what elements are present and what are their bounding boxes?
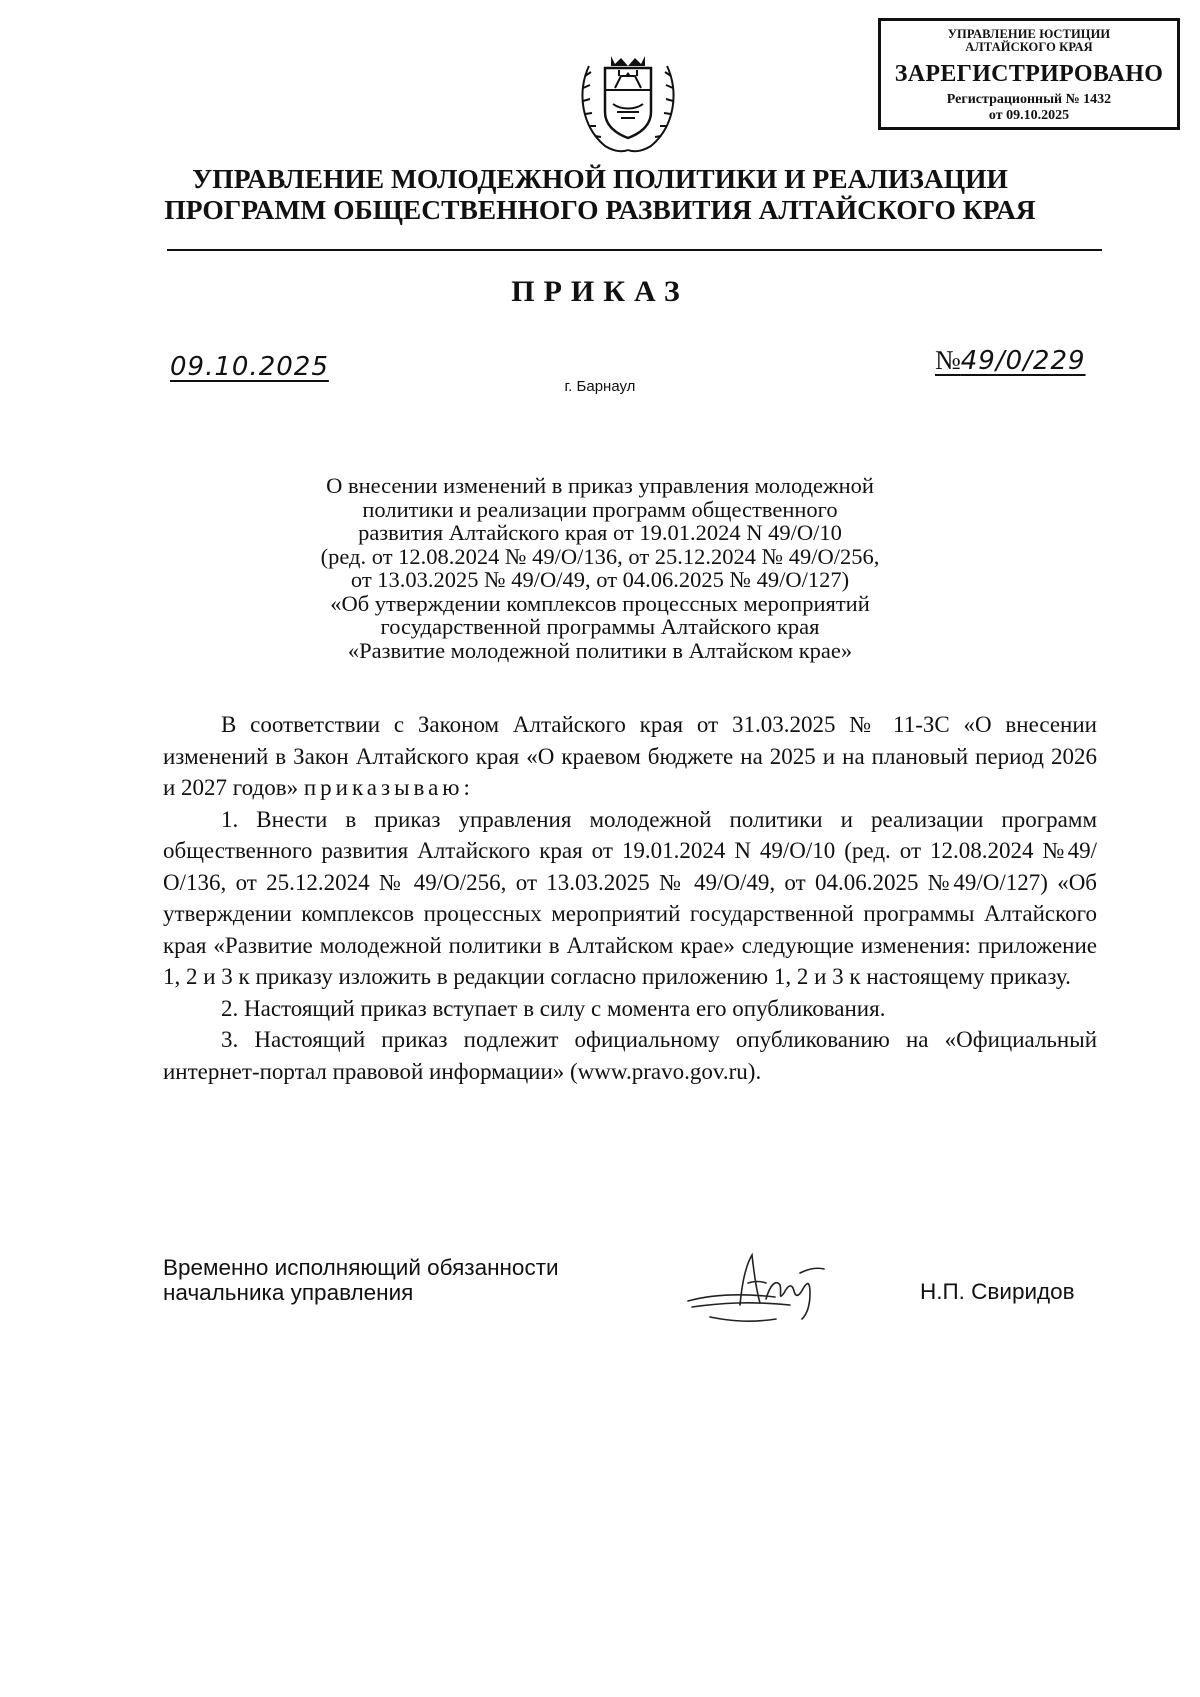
document-type: ПРИКАЗ [511, 275, 689, 308]
signatory-title-line2: начальника управления [163, 1280, 414, 1305]
preamble-paragraph [163, 709, 1097, 804]
decree-subject [180, 474, 1020, 662]
subject-line: «Об утверждении комплексов процессных мероприятий [330, 590, 870, 616]
decree-body [163, 709, 1097, 1087]
item-2: 2. Настоящий приказ вступает в силу с момента его опубликования. [221, 995, 886, 1021]
handwritten-date: 09.10.2025 [170, 352, 329, 382]
city: г. Барнаул [564, 378, 636, 395]
subject-line: политики и реализации программ общественного [362, 496, 838, 522]
signatory-title-line1: Временно исполняющий обязанности [163, 1255, 559, 1280]
stamp-authority-line1: УПРАВЛЕНИЕ ЮСТИЦИИ [947, 27, 1111, 41]
organization-name-line1: УПРАВЛЕНИЕ МОЛОДЕЖНОЙ ПОЛИТИКИ И РЕАЛИЗАЦИИ [192, 163, 1008, 194]
handwritten-number: 49/0/229 [960, 346, 1086, 376]
stamp-reg-number: Регистрационный № 1432 [946, 92, 1112, 107]
registration-stamp [878, 18, 1180, 130]
item-3: 3. Настоящий приказ подлежит официальному опубликованию на «Официальный интернет-портал правовой информации» (www.pravo.gov.ru). [163, 1027, 1097, 1084]
decree-word: приказываю: [303, 775, 474, 800]
subject-line: от 13.03.2025 № 49/О/49, от 04.06.2025 № 49/О/127) [350, 567, 850, 592]
coat-of-arms-icon [575, 46, 681, 158]
handwritten-signature [680, 1243, 850, 1333]
signatory-title [163, 1255, 559, 1305]
signatory-name: Н.П. Свиридов [920, 1279, 1075, 1304]
subject-line: «Развитие молодежной политики в Алтайском крае» [347, 637, 853, 663]
subject-line: развития Алтайского края от 19.01.2024 N 49/О/10 [358, 520, 842, 545]
item-1: 1. Внести в приказ управления молодежной политики и реализации программ общественного развития Алтайского края от 19.01.2024 N 49/О/10 (ред. от 12.08.2024 №49/О/136, от 25.12.2024 № 49/О/256, от 13.03.2025 № 49/О/49, от 04.06.2025 №49/О/127) «Об утверждении комплексов процессных мероприятий государственной программы Алтайского края «Развитие молодежной политики в Алтайском крае» следующие изменения: приложение 1, 2 и 3 к приказу изложить в редакции согласно приложению 1, 2 и 3 к настоящему приказу. [163, 806, 1097, 989]
stamp-reg-date: от 09.10.2025 [988, 108, 1070, 123]
document-number [935, 345, 1086, 376]
stamp-authority-line2: АЛТАЙСКОГО КРАЯ [965, 39, 1093, 54]
subject-line: (ред. от 12.08.2024 № 49/О/136, от 25.12.2024 № 49/О/256, [320, 543, 880, 569]
subject-line: государственной программы Алтайского края [380, 614, 820, 639]
stamp-status: ЗАРЕГИСТРИРОВАНО [894, 61, 1164, 87]
header-divider [167, 249, 1102, 251]
number-sign: № [935, 345, 961, 375]
subject-line: О внесении изменений в приказ управления молодежной [326, 473, 874, 498]
organization-name [150, 163, 1050, 225]
preamble-text: В соответствии с Законом Алтайского края от 31.03.2025 № 11-ЗС «О внесении изменений в Закон Алтайского края «О краевом бюджете на 2025 и на плановый период 2026 и 2027 годов» [163, 712, 1097, 800]
organization-name-line2: ПРОГРАММ ОБЩЕСТВЕННОГО РАЗВИТИЯ АЛТАЙСКОГО КРАЯ [164, 194, 1036, 225]
